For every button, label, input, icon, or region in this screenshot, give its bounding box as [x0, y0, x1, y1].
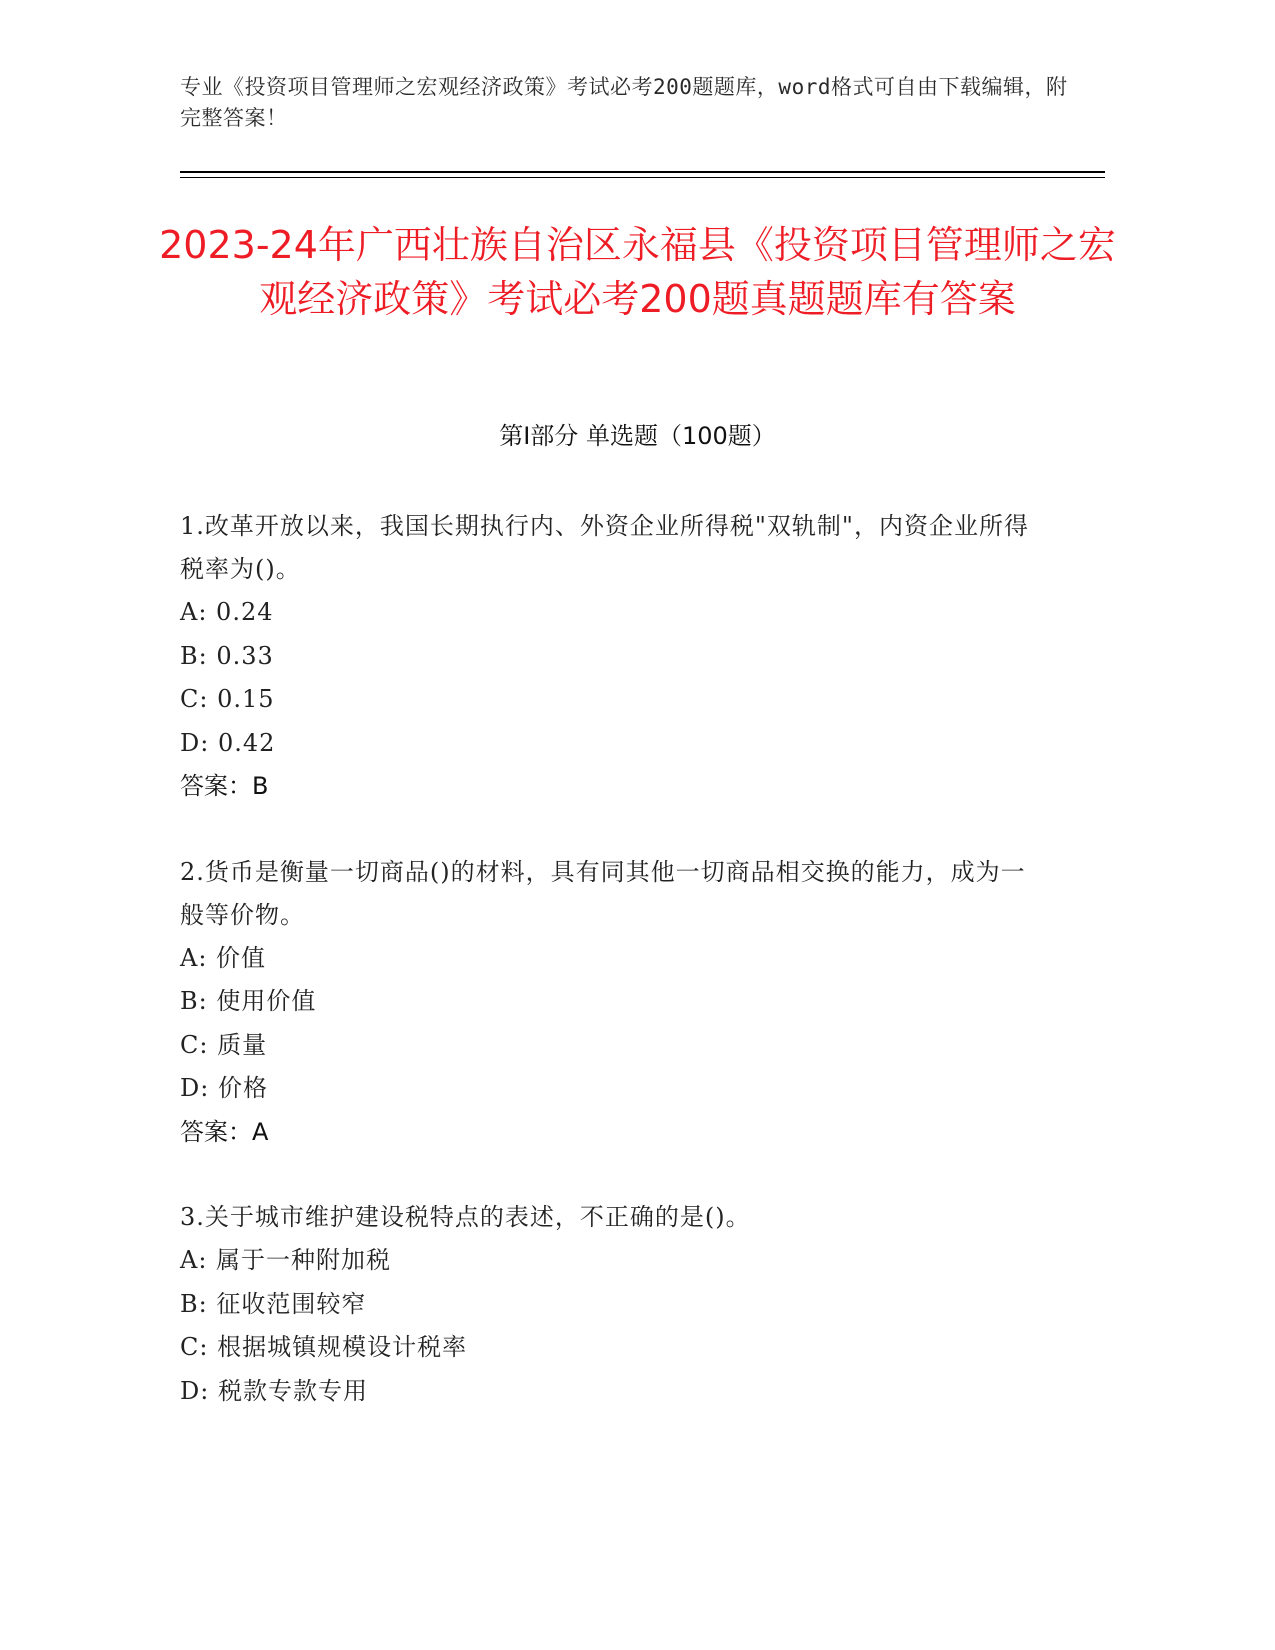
- answer: 答案：A: [180, 1117, 269, 1146]
- option-b: B: 使用价值: [180, 987, 317, 1015]
- document-title: 2023-24年广西壮族自治区永福县《投资项目管理师之宏观经济政策》考试必考200题真题题库有答案: [159, 223, 1116, 321]
- option-c: C: 质量: [180, 1030, 268, 1059]
- option-a: A: 价值: [180, 943, 267, 972]
- option-c: C: 根据城镇规模设计税率: [180, 1333, 468, 1361]
- option-c: C: 0.15: [180, 685, 275, 713]
- option-a: A: 属于一种附加税: [180, 1246, 392, 1274]
- option-d: D: 0.42: [180, 728, 276, 757]
- question-stem: 3.关于城市维护建设税特点的表述，不正确的是()。: [180, 1203, 751, 1231]
- option-b: B: 征收范围较窄: [180, 1289, 367, 1318]
- question-3: [180, 1196, 1030, 1413]
- question-stem: 2.货币是衡量一切商品()的材料，具有同其他一切商品相交换的能力，成为一般等价物。: [180, 857, 1026, 929]
- option-d: D: 税款专款专用: [180, 1376, 368, 1405]
- question-stem: 1.改革开放以来，我国长期执行内、外资企业所得税"双轨制"，内资企业所得税率为()。: [180, 512, 1029, 583]
- option-d: D: 价格: [180, 1074, 268, 1102]
- option-a: A: 0.24: [180, 598, 274, 626]
- header-note: 专业《投资项目管理师之宏观经济政策》考试必考200题题库，word格式可自由下载编辑，附完整答案！: [180, 75, 1068, 130]
- question-list: [180, 505, 1030, 1455]
- question-1: [180, 505, 1030, 809]
- option-b: B: 0.33: [180, 641, 274, 670]
- answer: 答案：B: [180, 772, 269, 800]
- section-title: 第Ⅰ部分 单选题（100题）: [499, 422, 776, 450]
- header-divider-thick: [180, 171, 1105, 173]
- header-divider-thin: [180, 177, 1105, 178]
- question-2: [180, 851, 1030, 1155]
